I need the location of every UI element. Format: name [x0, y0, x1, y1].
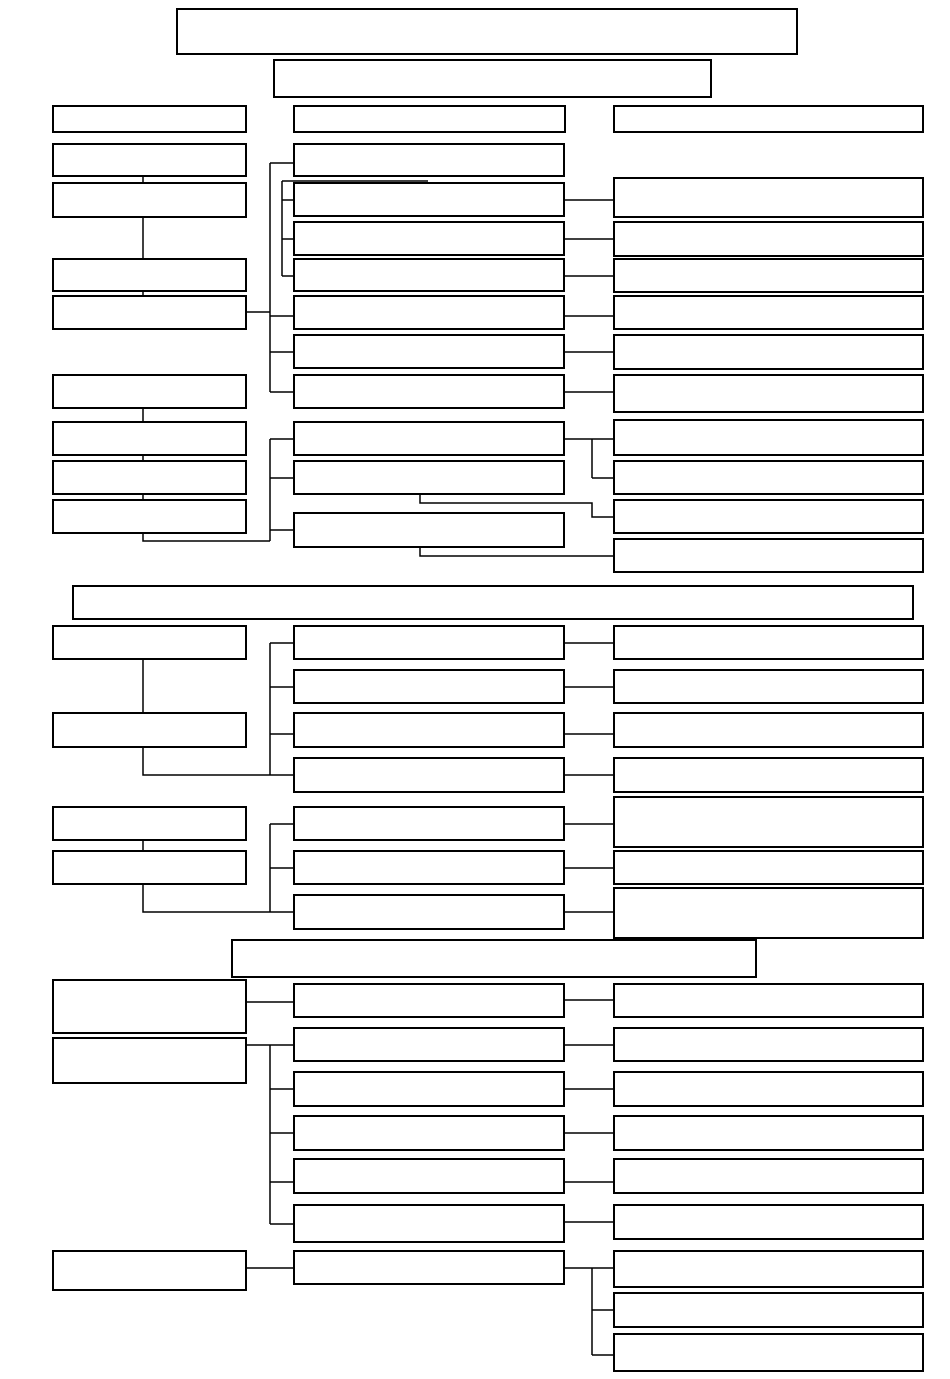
flowchart-boxes: [53, 9, 923, 1371]
s3-right-2: [614, 1028, 923, 1061]
s2-left-2: [53, 713, 246, 747]
s2-right-6: [614, 851, 923, 884]
s1-mid-5: [294, 296, 564, 329]
s1-mid-4: [294, 259, 564, 291]
s2-left-1: [53, 626, 246, 659]
s1-left-2: [53, 183, 246, 217]
s1-mid-7: [294, 375, 564, 408]
s1-left-1: [53, 144, 246, 176]
s2-mid-5: [294, 807, 564, 840]
s1-right-7: [614, 420, 923, 455]
section2-header: [73, 586, 913, 619]
s1-right-10: [614, 539, 923, 572]
s3-left-2: [53, 1038, 246, 1083]
col-header-right: [614, 106, 923, 132]
s2-mid-4: [294, 758, 564, 792]
s1-mid-9: [294, 461, 564, 494]
s3-left-3: [53, 1251, 246, 1290]
conn-s1-l8-bus: [143, 533, 270, 541]
s1-mid-8: [294, 422, 564, 455]
s3-right-4: [614, 1116, 923, 1150]
s1-left-5: [53, 375, 246, 408]
section3-header: [232, 940, 756, 977]
s3-right-1: [614, 984, 923, 1017]
s3-mid-4: [294, 1116, 564, 1150]
s3-right-7: [614, 1251, 923, 1287]
s3-mid-5: [294, 1159, 564, 1193]
s3-mid-3: [294, 1072, 564, 1106]
s3-mid-7: [294, 1251, 564, 1284]
s2-mid-6: [294, 851, 564, 884]
s1-mid-1: [294, 144, 564, 176]
s3-right-8: [614, 1293, 923, 1327]
s1-left-4: [53, 296, 246, 329]
s2-right-2: [614, 670, 923, 703]
s2-mid-2: [294, 670, 564, 703]
s2-left-3: [53, 807, 246, 840]
s2-right-7: [614, 888, 923, 938]
s2-mid-3: [294, 713, 564, 747]
s2-right-3: [614, 713, 923, 747]
col-header-left: [53, 106, 246, 132]
title-box: [177, 9, 797, 54]
s1-right-4: [614, 296, 923, 329]
s2-right-5: [614, 797, 923, 847]
s2-left-4: [53, 851, 246, 884]
conn-s2-l2-bus: [143, 747, 270, 775]
s3-right-3: [614, 1072, 923, 1106]
s1-right-2: [614, 222, 923, 256]
s1-left-7: [53, 461, 246, 494]
s3-left-1: [53, 980, 246, 1033]
s3-right-6: [614, 1205, 923, 1239]
subtitle-box: [274, 60, 711, 97]
s1-right-6: [614, 375, 923, 412]
s1-mid-2: [294, 183, 564, 216]
s1-mid-10: [294, 513, 564, 547]
s3-mid-6: [294, 1205, 564, 1242]
s1-right-1: [614, 178, 923, 217]
s3-right-9: [614, 1334, 923, 1371]
s1-left-6: [53, 422, 246, 455]
s1-left-8: [53, 500, 246, 533]
s2-right-1: [614, 626, 923, 659]
s1-right-8: [614, 461, 923, 494]
s1-left-3: [53, 259, 246, 291]
s2-mid-1: [294, 626, 564, 659]
s2-right-4: [614, 758, 923, 792]
conn-s1-r10: [420, 547, 614, 556]
s2-mid-7: [294, 895, 564, 929]
s3-mid-1: [294, 984, 564, 1017]
s1-right-9: [614, 500, 923, 533]
conn-s2-l4-bus: [143, 884, 270, 912]
s3-right-5: [614, 1159, 923, 1193]
col-header-mid: [294, 106, 565, 132]
s1-mid-6: [294, 335, 564, 368]
s3-mid-2: [294, 1028, 564, 1061]
s1-mid-3: [294, 222, 564, 255]
s1-right-3: [614, 259, 923, 292]
s1-right-5: [614, 335, 923, 369]
